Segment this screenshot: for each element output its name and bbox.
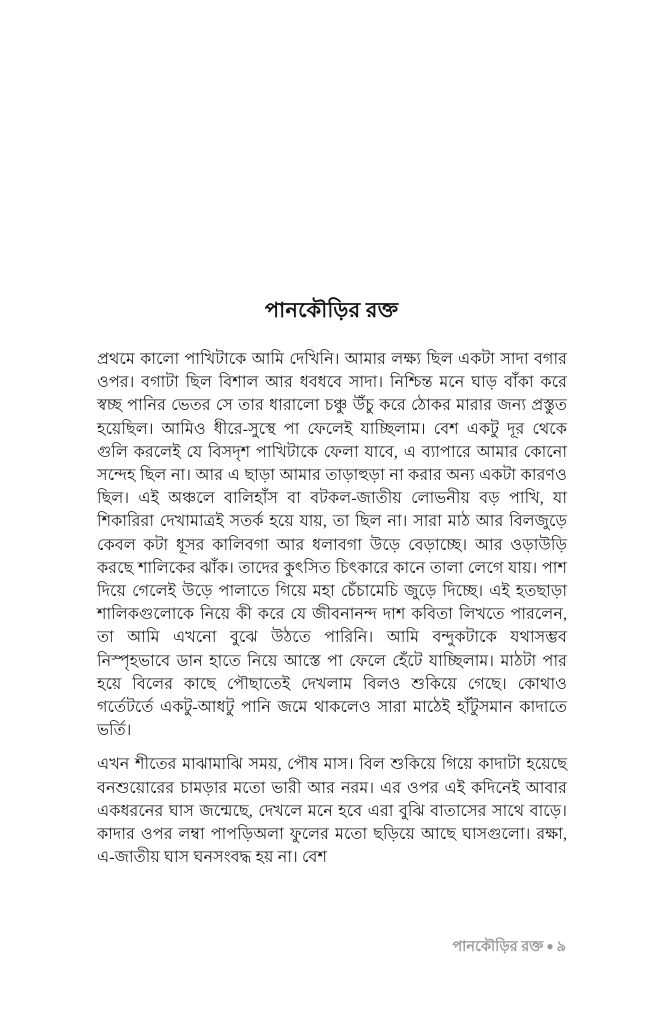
- body-paragraph: প্রথমে কালো পাখিটাকে আমি দেখিনি। আমার লক্ষ্য ছিল একটা সাদা বগার ওপর। বগাটা ছিল বিশাল আর ধবধবে সাদা। নিশ্চিন্ত মনে ঘাড় বাঁকা করে স্বচ্ছ পানির ভেতর সে তার ধারালো চঞ্চু উঁচু করে ঠোকর মারার জন্য প্রস্তুত হয়েছিল। আমিও ধীরে-সুস্থে পা ফেলেই যাচ্ছিলাম। বেশ একটু দূর থেকে গুলি করলেই যে বিসদৃশ পাখিটাকে ফেলা যাবে, এ ব্যাপারে আমার কোনো সন্দেহ ছিল না। আর এ ছাড়া আমার তাড়াহুড়া না করার অন্য একটা কারণও ছিল। এই অঞ্চলে বালিহাঁস বা বটকল-জাতীয় লোভনীয় বড় পাখি, যা শিকারিরা দেখামাত্রই সতর্ক হয়ে যায়, তা ছিল না। সারা মাঠ আর বিলজুড়ে কেবল কটা ধূসর কালিবগা আর ধলাবগা উড়ে বেড়াচ্ছে। আর ওড়াউড়ি করছে শালিকের ঝাঁক। তাদের কুৎসিত চিৎকারে কানে তালা লেগে যায়। পাশ দিয়ে গেলেই উড়ে পালাতে গিয়ে মহা চেঁচামেচি জুড়ে দিচ্ছে। এই হতছাড়া শালিকগুলোকে নিয়ে কী করে যে জীবনানন্দ দাশ কবিতা লিখতে পারলেন, তা আমি এখনো বুঝে উঠতে পারিনি। আমি বন্দুকটাকে যথাসম্ভব নিস্পৃহভাবে ডান হাতে নিয়ে আস্তে পা ফেলে হেঁটে যাচ্ছিলাম। মাঠটা পার হয়ে বিলের কাছে পৌছাতেই দেখলাম বিলও শুকিয়ে গেছে। কোথাও গর্তেটর্তে একটু-আধটু পানি জমে থাকলেও সারা মাঠেই হাঁটুসমান কাদাতে ভর্তি।: [97, 351, 567, 740]
- footer-separator-dot-icon: ●: [546, 939, 554, 953]
- page-footer: [97, 938, 566, 957]
- body-text-block: [97, 348, 567, 869]
- body-paragraph: এখন শীতের মাঝামাঝি সময়, পৌষ মাস। বিল শুকিয়ে গিয়ে কাদাটা হয়েছে বনশুয়োরের চামড়ার মতো ভারী আর নরম। এর ওপর এই কদিনেই আবার একধরনের ঘাস জন্মেছে, দেখলে মনে হবে এরা বুঝি বাতাসের সাথে বাড়ে। কাদার ওপর লম্বা পাপড়িঅলা ফুলের মতো ছড়িয়ে আছে ঘাসগুলো। রক্ষা, এ-জাতীয় ঘাস ঘনসংবদ্ধ হয় না। বেশ: [97, 756, 567, 867]
- chapter-title: পানকৌড়ির রক্ত: [264, 298, 399, 323]
- footer-running-title: পানকৌড়ির রক্ত: [452, 939, 544, 955]
- page-number: ৯: [556, 939, 566, 955]
